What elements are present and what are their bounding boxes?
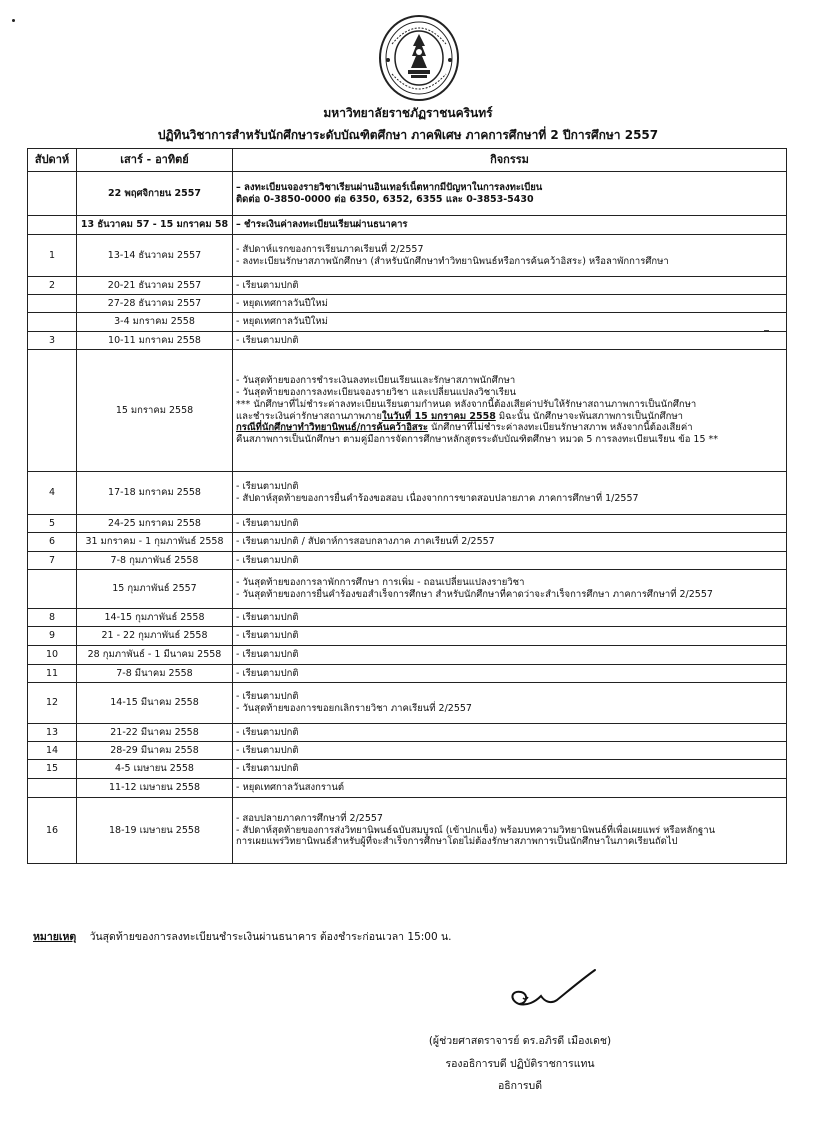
- scan-speck: [12, 19, 15, 22]
- activity-line: การเผยแพร่วิทยานิพนธ์สำหรับผู้ที่จะสำเร็จการศึกษาโดยไม่ต้องรักษาสภาพการเป็นนักศึกษาในภาคเรียนถัดไป: [236, 836, 678, 848]
- activity-line: - วันสุดท้ายของการยื่นคำร้องขอสำเร็จการศึกษา สำหรับนักศึกษาที่คาดว่าจะสำเร็จการศึกษา ภาคการศึกษาที่ 2/2557: [236, 589, 713, 600]
- date-cell: 21-22 มีนาคม 2558: [77, 724, 233, 742]
- activity-line: - วันสุดท้ายของการชำระเงินลงทะเบียนเรียนและรักษาสภาพนักศึกษา: [236, 374, 516, 386]
- date-cell: 27-28 ธันวาคม 2557: [77, 295, 233, 313]
- table-row: [28, 646, 787, 665]
- week-cell: 10: [28, 646, 77, 665]
- table-row: [28, 515, 787, 533]
- activity-cell: [233, 295, 787, 313]
- activity-line: - ลงทะเบียนรักษาสภาพนักศึกษา (สำหรับนักศึกษาทำวิทยานิพนธ์หรือการค้นคว้าอิสระ) หรือลาพักการศึกษา: [236, 255, 669, 267]
- activity-line: - สัปดาห์สุดท้ายของการยื่นคำร้องขอสอบ เนื่องจากการขาดสอบปลายภาค ภาคการศึกษาที่ 1/2557: [236, 493, 639, 504]
- table-row: [28, 665, 787, 683]
- date-cell: 7-8 มีนาคม 2558: [77, 665, 233, 683]
- week-cell: 15: [28, 760, 77, 779]
- date-cell: 7-8 กุมภาพันธ์ 2558: [77, 552, 233, 570]
- date-cell: 21 - 22 กุมภาพันธ์ 2558: [77, 627, 233, 646]
- week-cell: 13: [28, 724, 77, 742]
- week-cell: [28, 779, 77, 798]
- activity-line: - เรียนตามปกติ: [236, 726, 299, 738]
- date-cell: 15 กุมภาพันธ์ 2557: [77, 570, 233, 609]
- date-cell: 13 ธันวาคม 57 - 15 มกราคม 58: [77, 216, 233, 235]
- calendar-title: ปฏิทินวิชาการสำหรับนักศึกษาระดับบัณฑิตศึกษา ภาคพิเศษ ภาคการศึกษาที่ 2 ปีการศึกษา 2557: [157, 128, 659, 142]
- week-cell: 8: [28, 609, 77, 627]
- activity-line: - เรียนตามปกติ: [236, 691, 299, 703]
- table-row: [28, 472, 787, 515]
- table-row: [28, 760, 787, 779]
- date-cell: 14-15 กุมภาพันธ์ 2558: [77, 609, 233, 627]
- activity-cell: [233, 216, 787, 235]
- activity-line: - วันสุดท้ายของการลาพักการศึกษา การเพิ่ม - ถอนเปลี่ยนแปลงรายวิชา: [236, 577, 525, 589]
- activity-line: ติดต่อ 0-3850-0000 ต่อ 6350, 6352, 6355 และ 0-3853-5430: [236, 193, 534, 205]
- header-activity: กิจกรรม: [233, 149, 787, 172]
- activity-cell: [233, 742, 787, 760]
- date-cell: 11-12 เมษายน 2558: [77, 779, 233, 798]
- date-cell: 28-29 มีนาคม 2558: [77, 742, 233, 760]
- activity-line: - เรียนตามปกติ: [236, 334, 299, 346]
- activity-line: - เรียนตามปกติ: [236, 649, 299, 661]
- date-cell: 20-21 ธันวาคม 2557: [77, 277, 233, 295]
- activity-line: – ลงทะเบียนจองรายวิชาเรียนผ่านอินเทอร์เน็ตหากมีปัญหาในการลงทะเบียน: [236, 181, 543, 193]
- activity-line: - เรียนตามปกติ / สัปดาห์การสอบกลางภาค ภาคเรียนที่ 2/2557: [236, 536, 495, 548]
- activity-line: - เรียนตามปกติ: [236, 279, 299, 291]
- week-cell: 1: [28, 235, 77, 277]
- activity-line: - วันสุดท้ายของการขอยกเลิกรายวิชา ภาคเรียนที่ 2/2557: [236, 703, 472, 714]
- week-cell: [28, 350, 77, 472]
- date-cell: 13-14 ธันวาคม 2557: [77, 235, 233, 277]
- week-cell: 2: [28, 277, 77, 295]
- activity-cell: [233, 277, 787, 295]
- remark: [33, 928, 452, 945]
- activity-cell: [233, 515, 787, 533]
- activity-cell: [233, 570, 787, 609]
- activity-line: - เรียนตามปกติ: [236, 630, 299, 642]
- handwritten-signature: [505, 968, 601, 1018]
- activity-line: - เรียนตามปกติ: [236, 554, 299, 566]
- signatory-name: (ผู้ช่วยศาสตราจารย์ ดร.อภิรดี เมืองเดช): [428, 1035, 612, 1047]
- activity-cell: [233, 313, 787, 332]
- week-cell: 5: [28, 515, 77, 533]
- table-row: [28, 350, 787, 472]
- week-cell: 3: [28, 332, 77, 350]
- date-cell: 18-19 เมษายน 2558: [77, 798, 233, 864]
- week-cell: [28, 172, 77, 216]
- table-row: [28, 277, 787, 295]
- table-row: [28, 313, 787, 332]
- activity-cell: [233, 779, 787, 798]
- date-cell: 15 มกราคม 2558: [77, 350, 233, 472]
- signatory-position-2: อธิการบดี: [497, 1080, 543, 1092]
- week-cell: [28, 216, 77, 235]
- activity-cell: [233, 332, 787, 350]
- activity-line: - เรียนตามปกติ: [236, 481, 299, 493]
- date-cell: 10-11 มกราคม 2558: [77, 332, 233, 350]
- signatory-position: รองอธิการบดี ปฏิบัติราชการแทน: [445, 1058, 595, 1070]
- week-cell: [28, 313, 77, 332]
- date-cell: 3-4 มกราคม 2558: [77, 313, 233, 332]
- table-row: [28, 172, 787, 216]
- activity-cell: [233, 235, 787, 277]
- table-row: [28, 779, 787, 798]
- activity-cell: [233, 472, 787, 515]
- week-cell: 14: [28, 742, 77, 760]
- table-header-row: [28, 149, 787, 172]
- remark-text: วันสุดท้ายของการลงทะเบียนชำระเงินผ่านธนาคาร ต้องชำระก่อนเวลา 15:00 น.: [89, 931, 452, 943]
- activity-cell: [233, 646, 787, 665]
- activity-cell: [233, 683, 787, 724]
- week-cell: 12: [28, 683, 77, 724]
- activity-cell: [233, 609, 787, 627]
- academic-calendar-table: [27, 148, 787, 864]
- activity-line: - วันสุดท้ายของการลงทะเบียนจองรายวิชา และเปลี่ยนแปลงวิชาเรียน: [236, 386, 516, 398]
- activity-line: *** นักศึกษาที่ไม่ชำระค่าลงทะเบียนเรียนตามกำหนด หลังจากนี้ต้องเสียค่าปรับให้รักษาสถานภาพการเป็นนักศึกษา: [236, 398, 697, 410]
- table-row: [28, 724, 787, 742]
- table-row: [28, 533, 787, 552]
- table-row: [28, 216, 787, 235]
- table-row: [28, 798, 787, 864]
- header-week: สัปดาห์: [28, 149, 77, 172]
- activity-line: - เรียนตามปกติ: [236, 517, 299, 529]
- week-cell: 6: [28, 533, 77, 552]
- table-row: [28, 683, 787, 724]
- date-cell: 22 พฤศจิกายน 2557: [77, 172, 233, 216]
- date-cell: 14-15 มีนาคม 2558: [77, 683, 233, 724]
- remark-label: หมายเหตุ: [33, 931, 77, 943]
- activity-cell: [233, 172, 787, 216]
- activity-line: – ชำระเงินค่าลงทะเบียนเรียนผ่านธนาคาร: [236, 219, 408, 231]
- week-cell: 9: [28, 627, 77, 646]
- activity-line: คืนสภาพการเป็นนักศึกษา ตามคู่มือการจัดการศึกษาหลักสูตรระดับบัณฑิตศึกษา หมวด 5 การลงทะเบียนเรียน ข้อ 15 **: [236, 434, 719, 446]
- table-row: [28, 235, 787, 277]
- week-cell: 4: [28, 472, 77, 515]
- activity-cell: [233, 760, 787, 779]
- table-row: [28, 570, 787, 609]
- table-row: [28, 742, 787, 760]
- week-cell: [28, 295, 77, 313]
- activity-line: - เรียนตามปกติ: [236, 611, 299, 623]
- activity-line: - เรียนตามปกติ: [236, 744, 299, 756]
- activity-line: - สอบปลายภาคการศึกษาที่ 2/2557: [236, 812, 383, 824]
- date-cell: 28 กุมภาพันธ์ - 1 มีนาคม 2558: [77, 646, 233, 665]
- activity-line: - หยุดเทศกาลวันปีใหม่: [236, 316, 328, 328]
- activity-line: - หยุดเทศกาลวันสงกรานต์: [236, 782, 345, 794]
- activity-cell: [233, 533, 787, 552]
- university-title: มหาวิทยาลัยราชภัฏราชนครินทร์: [323, 106, 493, 120]
- activity-line: - สัปดาห์แรกของการเรียนภาคเรียนที่ 2/2557: [236, 243, 424, 255]
- activity-cell: [233, 724, 787, 742]
- activity-line: - หยุดเทศกาลวันปีใหม่: [236, 297, 328, 309]
- week-cell: 7: [28, 552, 77, 570]
- week-cell: 11: [28, 665, 77, 683]
- activity-line: กรณีที่นักศึกษาทำวิทยานิพนธ์/การค้นคว้าอิสระ นักศึกษาที่ไม่ชำระค่าลงทะเบียนรักษาสภาพ หลังจากนี้ต้องเสียค่า: [236, 422, 693, 434]
- activity-line: และชำระเงินค่ารักษาสถานภาพภายในวันที่ 15 มกราคม 2558 มิฉะนั้น นักศึกษาจะพ้นสภาพการเป็นนักศึกษา: [236, 410, 684, 422]
- header-date: เสาร์ - อาทิตย์: [77, 149, 233, 172]
- activity-line: - สัปดาห์สุดท้ายของการส่งวิทยานิพนธ์ฉบับสมบูรณ์ (เข้าปกแข็ง) พร้อมบทความวิทยานิพนธ์ที่เพื่อเผยแพร่ หรือหลักฐาน: [236, 824, 716, 836]
- date-cell: 24-25 มกราคม 2558: [77, 515, 233, 533]
- date-cell: 31 มกราคม - 1 กุมภาพันธ์ 2558: [77, 533, 233, 552]
- table-row: [28, 627, 787, 646]
- table-row: [28, 552, 787, 570]
- week-cell: 16: [28, 798, 77, 864]
- table-row: [28, 609, 787, 627]
- week-cell: [28, 570, 77, 609]
- activity-cell: [233, 665, 787, 683]
- activity-cell: [233, 798, 787, 864]
- date-cell: 4-5 เมษายน 2558: [77, 760, 233, 779]
- activity-line: - เรียนตามปกติ: [236, 763, 299, 775]
- table-row: [28, 332, 787, 350]
- activity-cell: [233, 552, 787, 570]
- table-row: [28, 295, 787, 313]
- activity-cell: [233, 350, 787, 472]
- date-cell: 17-18 มกราคม 2558: [77, 472, 233, 515]
- activity-line: - เรียนตามปกติ: [236, 667, 299, 679]
- activity-cell: [233, 627, 787, 646]
- university-seal-logo: [378, 14, 460, 102]
